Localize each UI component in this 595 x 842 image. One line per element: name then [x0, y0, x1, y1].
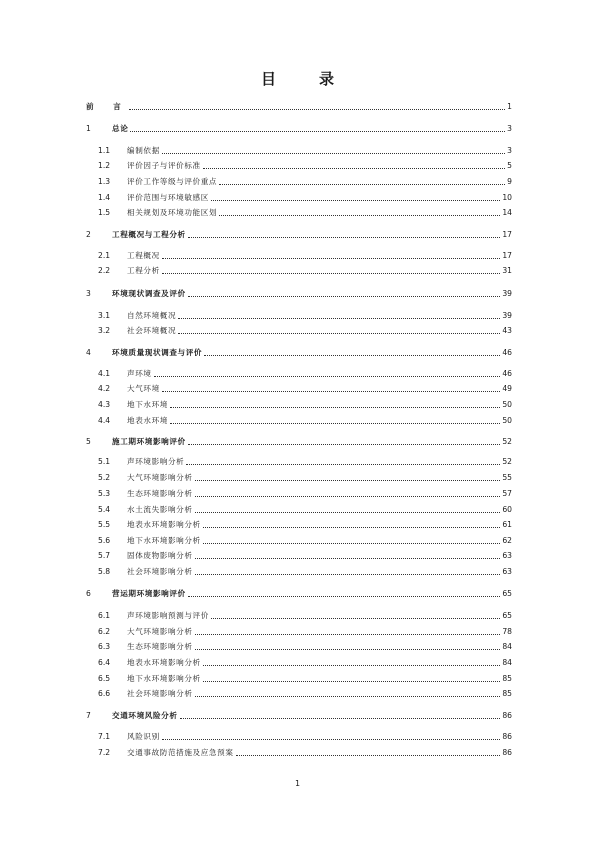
toc-entry-number: 2.2 — [98, 266, 111, 275]
toc-entry-number: 6.5 — [98, 674, 111, 683]
dot-leader — [178, 317, 500, 319]
dot-leader — [188, 236, 501, 238]
dot-leader — [130, 130, 505, 132]
toc-entry-page: 3 — [507, 124, 512, 133]
dot-leader — [203, 680, 501, 682]
dot-leader — [129, 108, 505, 110]
dot-leader — [170, 406, 500, 408]
toc-entry-page: 39 — [502, 311, 512, 320]
toc-entry-page: 10 — [502, 193, 512, 202]
dot-leader — [170, 422, 500, 424]
toc-section-entry[interactable] — [86, 145, 512, 157]
dot-leader — [195, 511, 501, 513]
toc-entry-number: 1.2 — [98, 161, 111, 170]
page-number: 1 — [294, 779, 301, 788]
toc-section-entry[interactable] — [86, 368, 512, 380]
toc-entry-number: 1.5 — [98, 208, 111, 217]
dot-leader — [195, 695, 501, 697]
toc-entry-number: 1 — [86, 124, 91, 133]
page-title: 目 录 — [260, 70, 348, 88]
toc-section-entry[interactable] — [86, 550, 512, 562]
toc-entry-number: 5.3 — [98, 489, 111, 498]
toc-entry-title: 社会环境影响分析 — [127, 567, 193, 576]
toc-entry-title: 大气环境影响分析 — [127, 473, 193, 482]
toc-entry-title: 生态环境影响分析 — [127, 642, 193, 651]
toc-section-entry[interactable] — [86, 566, 512, 578]
toc-entry-number: 1.1 — [98, 146, 111, 155]
toc-entry-title: 营运期环境影响评价 — [112, 589, 186, 598]
toc-entry-title: 风险识别 — [127, 732, 160, 741]
dot-leader — [186, 463, 500, 465]
dot-leader — [203, 664, 501, 666]
dot-leader — [211, 617, 500, 619]
toc-entry-title: 施工期环境影响评价 — [112, 437, 186, 446]
toc-entry-number: 5.8 — [98, 567, 111, 576]
toc-entry-number: 5.1 — [98, 457, 111, 466]
toc-section-entry[interactable] — [86, 456, 512, 468]
toc-entry-title: 编制依据 — [127, 146, 160, 155]
toc-entry-title: 社会环境影响分析 — [127, 689, 193, 698]
toc-entry-page: 5 — [507, 161, 512, 170]
toc-section-entry[interactable] — [86, 176, 512, 188]
toc-entry-title: 工程概况与工程分析 — [112, 230, 186, 239]
toc-entry-page: 17 — [502, 251, 512, 260]
toc-entry-title: 总论 — [112, 124, 129, 133]
toc-entry-page: 65 — [502, 589, 512, 598]
toc-entry-title: 交通环境风险分析 — [112, 711, 178, 720]
dot-leader — [204, 354, 500, 356]
toc-section-entry[interactable] — [86, 610, 512, 622]
toc-entry-number: 1.3 — [98, 177, 111, 186]
toc-entry-number: 7.1 — [98, 732, 111, 741]
toc-chapter-entry[interactable] — [86, 347, 512, 359]
toc-entry-page: 63 — [502, 551, 512, 560]
dot-leader — [211, 199, 500, 201]
toc-chapter-entry[interactable] — [86, 436, 512, 448]
toc-entry-number: 1.4 — [98, 193, 111, 202]
toc-entry-page: 49 — [502, 384, 512, 393]
toc-entry-page: 86 — [502, 711, 512, 720]
toc-entry-page: 50 — [502, 416, 512, 425]
dot-leader — [154, 375, 501, 377]
toc-section-entry[interactable] — [86, 519, 512, 531]
toc-section-entry[interactable] — [86, 250, 512, 262]
toc-entry-page: 85 — [502, 674, 512, 683]
dot-leader — [162, 152, 505, 154]
dot-leader — [219, 214, 500, 216]
toc-entry-title: 地表水环境影响分析 — [127, 520, 201, 529]
toc-section-entry[interactable] — [86, 415, 512, 427]
toc-section-entry[interactable] — [86, 192, 512, 204]
toc-entry-page: 61 — [502, 520, 512, 529]
toc-entry-title: 地下水环境影响分析 — [127, 536, 201, 545]
toc-entry-number: 4.2 — [98, 384, 111, 393]
toc-entry-title: 地下水环境 — [127, 400, 168, 409]
toc-entry-number: 6 — [86, 589, 91, 598]
toc-entry-number: 5.6 — [98, 536, 111, 545]
dot-leader — [195, 479, 501, 481]
dot-leader — [195, 495, 501, 497]
toc-entry-page: 86 — [502, 748, 512, 757]
toc-entry-title: 大气环境 — [127, 384, 160, 393]
toc-entry-title: 评价因子与评价标准 — [127, 161, 201, 170]
toc-section-entry[interactable] — [86, 472, 512, 484]
toc-entry-number: 3 — [86, 289, 91, 298]
toc-entry-number: 2 — [86, 230, 91, 239]
toc-chapter-entry[interactable] — [86, 123, 512, 135]
toc-entry-number: 5.5 — [98, 520, 111, 529]
toc-entry-title: 地表水环境影响分析 — [127, 658, 201, 667]
dot-leader — [203, 167, 505, 169]
toc-entry-number: 4 — [86, 348, 91, 357]
toc-section-entry[interactable] — [86, 160, 512, 172]
toc-entry-title: 水土流失影响分析 — [127, 505, 193, 514]
toc-entry-page: 3 — [507, 146, 512, 155]
toc-entry-title: 工程分析 — [127, 266, 160, 275]
toc-chapter-entry[interactable] — [86, 710, 512, 722]
toc-entry-number: 5 — [86, 437, 91, 446]
toc-entry-title: 声环境影响分析 — [127, 457, 185, 466]
toc-entry-number: 5.2 — [98, 473, 111, 482]
toc-entry-page: 86 — [502, 732, 512, 741]
dot-leader — [178, 332, 500, 334]
toc-entry-page: 52 — [502, 457, 512, 466]
toc-section-entry[interactable] — [86, 657, 512, 669]
toc-entry-number: 4.4 — [98, 416, 111, 425]
toc-entry-number: 6.3 — [98, 642, 111, 651]
toc-section-entry[interactable] — [86, 383, 512, 395]
toc-entry-number: 3.2 — [98, 326, 111, 335]
toc-entry-title: 环境质量现状调查与评价 — [112, 348, 203, 357]
toc-entry-page: 52 — [502, 437, 512, 446]
toc-section-entry[interactable] — [86, 731, 512, 743]
toc-entry-title: 声环境影响预测与评价 — [127, 611, 209, 620]
toc-entry-number: 3.1 — [98, 311, 111, 320]
dot-leader — [162, 272, 501, 274]
toc-entry-title: 社会环境概况 — [127, 326, 177, 335]
toc-entry-title: 评价工作等级与评价重点 — [127, 177, 218, 186]
toc-entry-number: 5.4 — [98, 505, 111, 514]
dot-leader — [236, 754, 501, 756]
toc-entry-page: 17 — [502, 230, 512, 239]
toc-entry-number: 4.3 — [98, 400, 111, 409]
dot-leader — [195, 573, 501, 575]
dot-leader — [195, 648, 501, 650]
toc-entry-page: 84 — [502, 642, 512, 651]
dot-leader — [195, 557, 501, 559]
toc-entry-title: 环境现状调查及评价 — [112, 289, 186, 298]
toc-preface-entry[interactable] — [86, 101, 512, 113]
toc-section-entry[interactable] — [86, 747, 512, 759]
dot-leader — [203, 542, 501, 544]
toc-section-entry[interactable] — [86, 488, 512, 500]
dot-leader — [180, 717, 501, 719]
dot-leader — [195, 633, 501, 635]
toc-entry-number: 6.6 — [98, 689, 111, 698]
toc-section-entry[interactable] — [86, 325, 512, 337]
dot-leader — [162, 738, 501, 740]
toc-entry-title: 工程概况 — [127, 251, 160, 260]
toc-section-entry[interactable] — [86, 673, 512, 685]
toc-entry-title: 大气环境影响分析 — [127, 627, 193, 636]
toc-entry-page: 9 — [507, 177, 512, 186]
toc-entry-number: 5.7 — [98, 551, 111, 560]
toc-entry-page: 1 — [507, 102, 512, 111]
toc-entry-number: 7.2 — [98, 748, 111, 757]
toc-entry-page: 31 — [502, 266, 512, 275]
dot-leader — [188, 443, 501, 445]
toc-entry-page: 43 — [502, 326, 512, 335]
dot-leader — [188, 595, 501, 597]
toc-entry-number: 6.4 — [98, 658, 111, 667]
toc-entry-page: 60 — [502, 505, 512, 514]
toc-entry-page: 57 — [502, 489, 512, 498]
toc-entry-page: 39 — [502, 289, 512, 298]
toc-entry-page: 63 — [502, 567, 512, 576]
dot-leader — [188, 295, 501, 297]
toc-entry-title: 自然环境概况 — [127, 311, 177, 320]
toc-entry-title: 地下水环境影响分析 — [127, 674, 201, 683]
toc-entry-number: 7 — [86, 711, 91, 720]
toc-section-entry[interactable] — [86, 207, 512, 219]
toc-entry-page: 50 — [502, 400, 512, 409]
toc-chapter-entry[interactable] — [86, 588, 512, 600]
toc-section-entry[interactable] — [86, 399, 512, 411]
dot-leader — [203, 526, 501, 528]
toc-entry-title: 固体废物影响分析 — [127, 551, 193, 560]
toc-section-entry[interactable] — [86, 641, 512, 653]
toc-entry-number: 2.1 — [98, 251, 111, 260]
toc-entry-page: 46 — [502, 369, 512, 378]
toc-entry-page: 14 — [502, 208, 512, 217]
toc-entry-title: 声环境 — [127, 369, 152, 378]
toc-entry-number: 6.1 — [98, 611, 111, 620]
toc-chapter-entry[interactable] — [86, 229, 512, 241]
toc-entry-number: 6.2 — [98, 627, 111, 636]
dot-leader — [162, 390, 501, 392]
toc-section-entry[interactable] — [86, 535, 512, 547]
toc-entry-page: 62 — [502, 536, 512, 545]
toc-entry-number: 4.1 — [98, 369, 111, 378]
toc-entry-page: 84 — [502, 658, 512, 667]
toc-section-entry[interactable] — [86, 504, 512, 516]
toc-entry-title: 前 言 — [86, 102, 127, 111]
toc-entry-page: 85 — [502, 689, 512, 698]
toc-entry-title: 生态环境影响分析 — [127, 489, 193, 498]
dot-leader — [162, 257, 501, 259]
toc-entry-title: 评价范围与环境敏感区 — [127, 193, 209, 202]
toc-entry-title: 相关规划及环境功能区划 — [127, 208, 218, 217]
toc-section-entry[interactable] — [86, 626, 512, 638]
toc-entry-page: 65 — [502, 611, 512, 620]
toc-entry-page: 55 — [502, 473, 512, 482]
dot-leader — [219, 183, 505, 185]
toc-section-entry[interactable] — [86, 265, 512, 277]
toc-section-entry[interactable] — [86, 310, 512, 322]
toc-section-entry[interactable] — [86, 688, 512, 700]
toc-entry-title: 地表水环境 — [127, 416, 168, 425]
toc-chapter-entry[interactable] — [86, 288, 512, 300]
toc-entry-page: 78 — [502, 627, 512, 636]
toc-entry-title: 交通事故防范措施及应急预案 — [127, 748, 234, 757]
toc-entry-page: 46 — [502, 348, 512, 357]
